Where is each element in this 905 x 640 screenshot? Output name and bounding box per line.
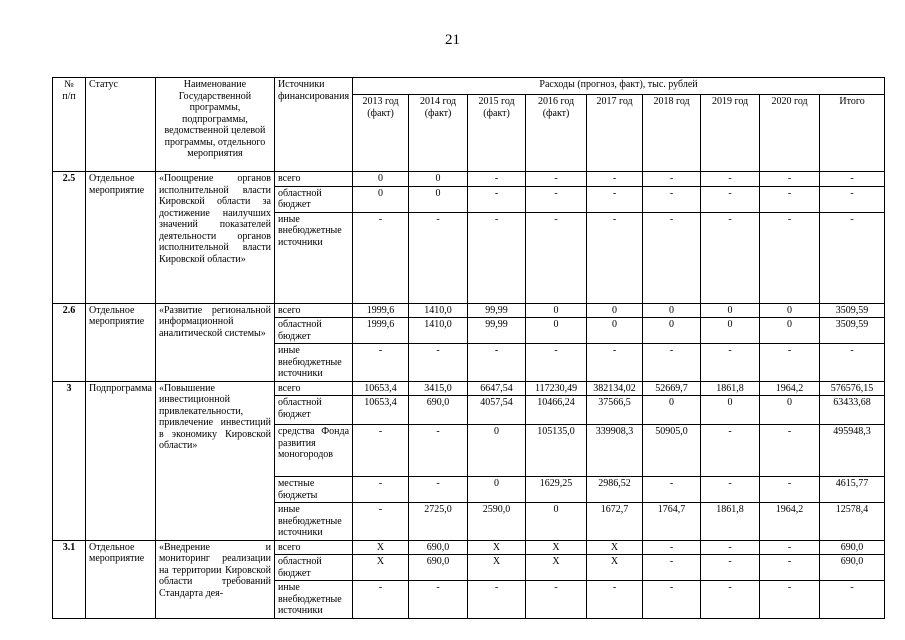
amount-cell: 10466,24: [526, 396, 587, 425]
amount-cell: 690,0: [820, 555, 885, 581]
amount-cell: 105135,0: [526, 425, 587, 477]
amount-cell: -: [587, 344, 643, 382]
funding-source: средства Фонда развития моногородов: [274, 425, 352, 477]
row-name: «Развитие региональной информационной аналитической системы»: [155, 303, 274, 381]
amount-cell: -: [820, 212, 885, 303]
amount-cell: 99,99: [468, 303, 526, 318]
table-header: [53, 78, 885, 172]
amount-cell: 37566,5: [587, 396, 643, 425]
amount-cell: -: [760, 477, 820, 503]
amount-cell: -: [760, 540, 820, 555]
amount-cell: X: [526, 540, 587, 555]
amount-cell: -: [409, 344, 468, 382]
amount-cell: -: [526, 212, 587, 303]
amount-cell: -: [587, 186, 643, 212]
amount-cell: 0: [701, 318, 760, 344]
header-year: Итого: [820, 95, 885, 172]
header-year: 2020 год: [760, 95, 820, 172]
funding-source: всего: [274, 381, 352, 396]
amount-cell: 0: [701, 303, 760, 318]
header-expenses: Расходы (прогноз, факт), тыс. рублей: [353, 78, 885, 95]
header-year: 2014 год (факт): [409, 95, 468, 172]
amount-cell: 0: [468, 425, 526, 477]
amount-cell: -: [701, 186, 760, 212]
row-status: Отдельное мероприятие: [86, 303, 156, 381]
amount-cell: 6647,54: [468, 381, 526, 396]
amount-cell: -: [353, 425, 409, 477]
amount-cell: 50905,0: [643, 425, 701, 477]
amount-cell: 1410,0: [409, 318, 468, 344]
amount-cell: -: [468, 581, 526, 619]
amount-cell: 0: [526, 303, 587, 318]
amount-cell: -: [409, 212, 468, 303]
amount-cell: -: [643, 581, 701, 619]
amount-cell: -: [587, 212, 643, 303]
amount-cell: 3415,0: [409, 381, 468, 396]
funding-source: областной бюджет: [274, 186, 352, 212]
amount-cell: 0: [760, 396, 820, 425]
header-year: 2013 год (факт): [353, 95, 409, 172]
amount-cell: -: [701, 344, 760, 382]
row-status: Подпрограмма: [86, 381, 156, 540]
funding-source: областной бюджет: [274, 396, 352, 425]
amount-cell: -: [820, 344, 885, 382]
amount-cell: 3509,59: [820, 318, 885, 344]
amount-cell: 495948,3: [820, 425, 885, 477]
header-year: 2015 год (факт): [468, 95, 526, 172]
amount-cell: -: [643, 540, 701, 555]
amount-cell: 690,0: [409, 396, 468, 425]
amount-cell: 0: [587, 303, 643, 318]
header-source: Источники финансирования: [274, 78, 352, 172]
amount-cell: -: [353, 212, 409, 303]
funding-source: иные внебюджетные источники: [274, 212, 352, 303]
amount-cell: -: [820, 172, 885, 187]
amount-cell: -: [701, 555, 760, 581]
row-number: 2.6: [53, 303, 86, 381]
amount-cell: X: [587, 540, 643, 555]
amount-cell: -: [701, 477, 760, 503]
header-year: 2017 год: [587, 95, 643, 172]
amount-cell: 1999,6: [353, 318, 409, 344]
amount-cell: -: [353, 581, 409, 619]
header-year: 2019 год: [701, 95, 760, 172]
table-body: [53, 172, 885, 619]
amount-cell: -: [643, 477, 701, 503]
amount-cell: 1672,7: [587, 503, 643, 541]
table-row: [53, 303, 885, 318]
amount-cell: 690,0: [409, 555, 468, 581]
amount-cell: 1964,2: [760, 503, 820, 541]
funding-source: местные бюджеты: [274, 477, 352, 503]
amount-cell: 52669,7: [643, 381, 701, 396]
amount-cell: 117230,49: [526, 381, 587, 396]
amount-cell: 63433,68: [820, 396, 885, 425]
amount-cell: 0: [643, 318, 701, 344]
amount-cell: 576576,15: [820, 381, 885, 396]
amount-cell: 0: [468, 477, 526, 503]
amount-cell: 12578,4: [820, 503, 885, 541]
amount-cell: -: [701, 581, 760, 619]
row-status: Отдельное мероприятие: [86, 172, 156, 304]
amount-cell: -: [820, 186, 885, 212]
amount-cell: -: [701, 172, 760, 187]
page-number: 21: [445, 32, 460, 48]
amount-cell: 0: [587, 318, 643, 344]
amount-cell: 0: [409, 186, 468, 212]
amount-cell: -: [760, 555, 820, 581]
amount-cell: -: [760, 172, 820, 187]
funding-source: всего: [274, 172, 352, 187]
amount-cell: 0: [526, 503, 587, 541]
amount-cell: 690,0: [820, 540, 885, 555]
amount-cell: 4615,77: [820, 477, 885, 503]
amount-cell: 3509,59: [820, 303, 885, 318]
row-name: «Поощрение органов исполнительной власти Кировской области за достижение наилучших значений показателей деятельности органов исполнительной власти Кировской области»: [155, 172, 274, 304]
amount-cell: -: [760, 186, 820, 212]
amount-cell: 0: [409, 172, 468, 187]
amount-cell: -: [468, 344, 526, 382]
header-year: 2016 год (факт): [526, 95, 587, 172]
funding-source: всего: [274, 303, 352, 318]
amount-cell: 1964,2: [760, 381, 820, 396]
amount-cell: -: [409, 581, 468, 619]
amount-cell: -: [353, 477, 409, 503]
amount-cell: 1861,8: [701, 381, 760, 396]
amount-cell: -: [760, 581, 820, 619]
amount-cell: 2725,0: [409, 503, 468, 541]
amount-cell: X: [468, 540, 526, 555]
amount-cell: X: [587, 555, 643, 581]
header-year: 2018 год: [643, 95, 701, 172]
amount-cell: 0: [353, 172, 409, 187]
amount-cell: -: [353, 344, 409, 382]
amount-cell: 10653,4: [353, 396, 409, 425]
amount-cell: 690,0: [409, 540, 468, 555]
funding-source: иные внебюджетные источники: [274, 503, 352, 541]
amount-cell: 2986,52: [587, 477, 643, 503]
funding-source: областной бюджет: [274, 318, 352, 344]
amount-cell: 382134,02: [587, 381, 643, 396]
amount-cell: 339908,3: [587, 425, 643, 477]
amount-cell: 99,99: [468, 318, 526, 344]
amount-cell: -: [587, 581, 643, 619]
header-num: № п/п: [53, 78, 86, 172]
amount-cell: 1410,0: [409, 303, 468, 318]
amount-cell: -: [643, 344, 701, 382]
amount-cell: 10653,4: [353, 381, 409, 396]
amount-cell: X: [526, 555, 587, 581]
amount-cell: -: [643, 212, 701, 303]
amount-cell: -: [353, 503, 409, 541]
amount-cell: -: [760, 212, 820, 303]
funding-source: всего: [274, 540, 352, 555]
amount-cell: 0: [701, 396, 760, 425]
budget-table: [52, 77, 885, 619]
amount-cell: -: [701, 425, 760, 477]
amount-cell: -: [701, 212, 760, 303]
amount-cell: 0: [353, 186, 409, 212]
amount-cell: -: [760, 425, 820, 477]
amount-cell: 0: [643, 303, 701, 318]
funding-source: иные внебюджетные источники: [274, 344, 352, 382]
amount-cell: 0: [526, 318, 587, 344]
amount-cell: -: [409, 425, 468, 477]
row-number: 3.1: [53, 540, 86, 618]
amount-cell: X: [353, 540, 409, 555]
row-number: 2.5: [53, 172, 86, 304]
amount-cell: 2590,0: [468, 503, 526, 541]
amount-cell: 0: [760, 318, 820, 344]
funding-source: областной бюджет: [274, 555, 352, 581]
amount-cell: -: [643, 555, 701, 581]
amount-cell: -: [409, 477, 468, 503]
table-row: [53, 172, 885, 187]
amount-cell: -: [643, 186, 701, 212]
header-name: Наименование Государственной программы, подпрограммы, ведомственной целевой программы, отдельного мероприятия: [155, 78, 274, 172]
amount-cell: -: [820, 581, 885, 619]
amount-cell: -: [468, 186, 526, 212]
amount-cell: 1629,25: [526, 477, 587, 503]
amount-cell: -: [526, 186, 587, 212]
table-row: [53, 381, 885, 396]
table-row: [53, 540, 885, 555]
amount-cell: 0: [643, 396, 701, 425]
amount-cell: -: [526, 172, 587, 187]
amount-cell: 4057,54: [468, 396, 526, 425]
amount-cell: -: [701, 540, 760, 555]
amount-cell: -: [526, 581, 587, 619]
row-number: 3: [53, 381, 86, 540]
amount-cell: -: [468, 172, 526, 187]
amount-cell: -: [760, 344, 820, 382]
header-status: Статус: [86, 78, 156, 172]
amount-cell: -: [526, 344, 587, 382]
amount-cell: 0: [760, 303, 820, 318]
amount-cell: 1764,7: [643, 503, 701, 541]
row-name: «Внедрение и мониторинг реализации на территории Кировской области требований Стандарта дея-: [155, 540, 274, 618]
amount-cell: -: [643, 172, 701, 187]
row-name: «Повышение инвестиционной привлекательности, привлечение инвестиций в экономику Кировской области»: [155, 381, 274, 540]
funding-source: иные внебюджетные источники: [274, 581, 352, 619]
amount-cell: 1861,8: [701, 503, 760, 541]
amount-cell: X: [353, 555, 409, 581]
amount-cell: X: [468, 555, 526, 581]
amount-cell: 1999,6: [353, 303, 409, 318]
amount-cell: -: [587, 172, 643, 187]
amount-cell: -: [468, 212, 526, 303]
row-status: Отдельное мероприятие: [86, 540, 156, 618]
